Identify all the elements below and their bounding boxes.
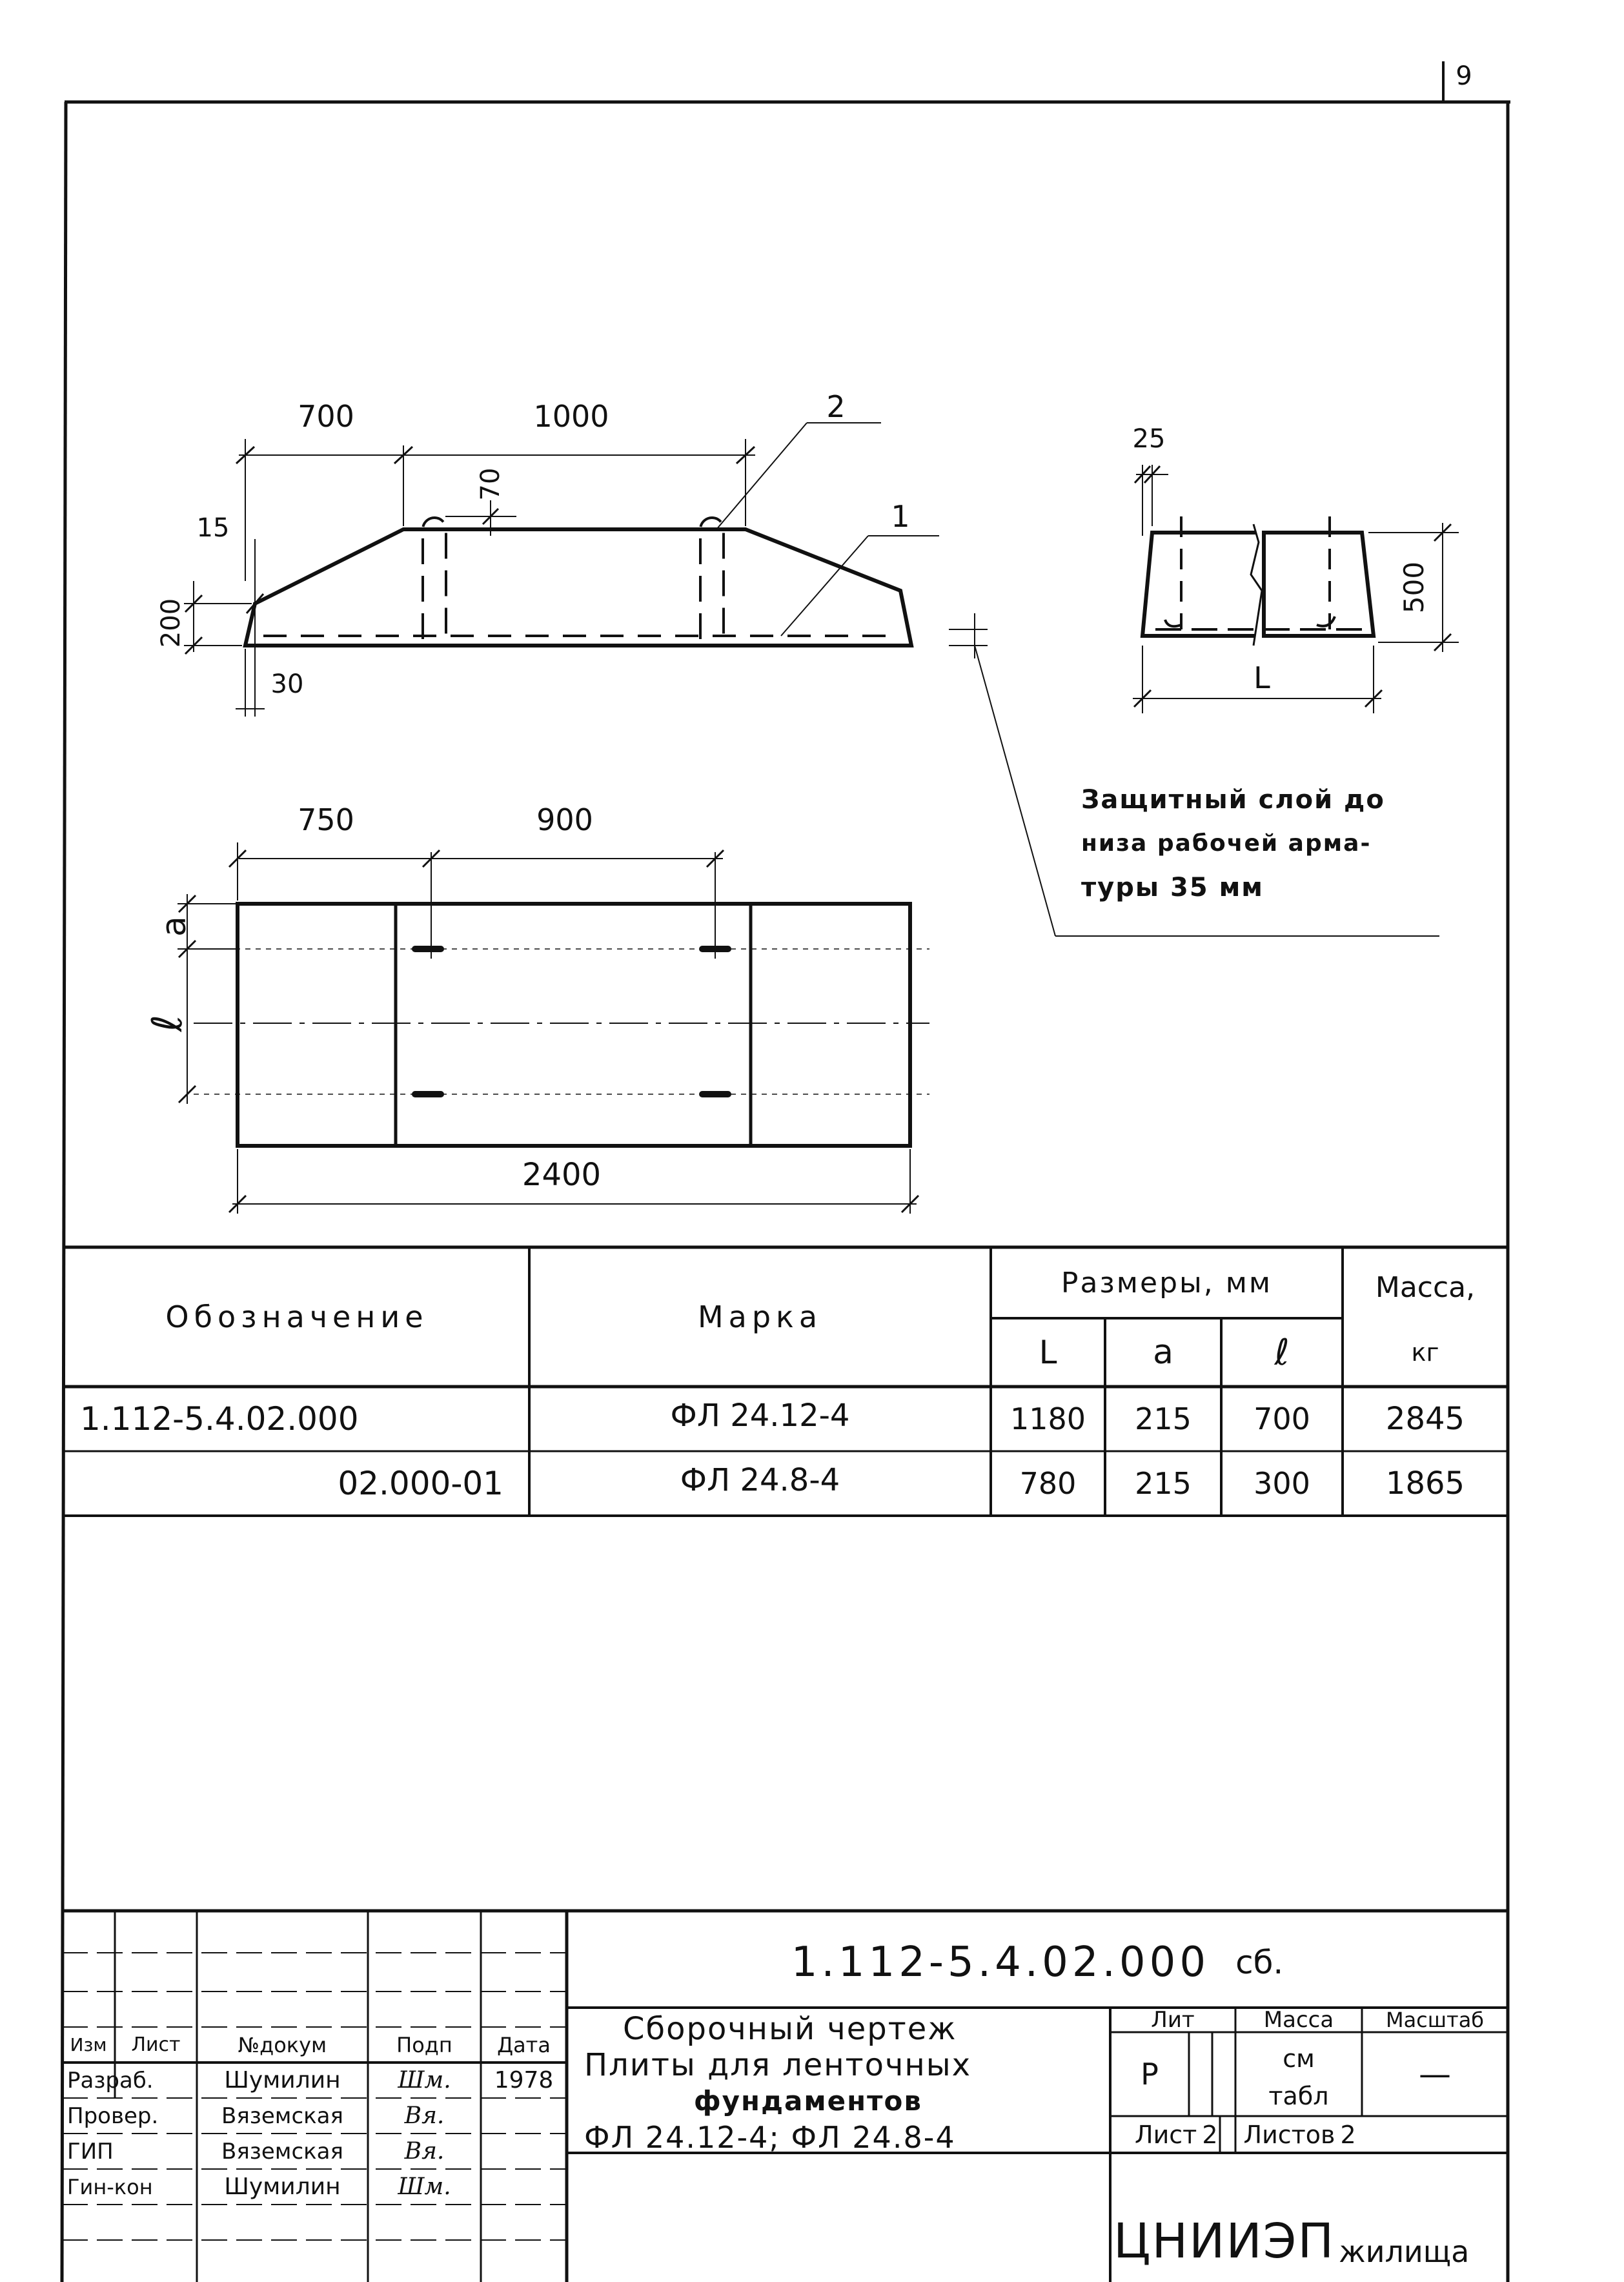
mass-value bbox=[1235, 2040, 1362, 2115]
lit-value: Р bbox=[1141, 2057, 1159, 2092]
dim-a: a bbox=[155, 916, 194, 937]
title-line-3: фундаментов bbox=[694, 2085, 922, 2117]
header-a: a bbox=[1153, 1333, 1173, 1372]
sheets-value: 2 bbox=[1340, 2120, 1356, 2149]
role-norm-control: Гин-кон bbox=[67, 2174, 153, 2199]
header-designation: Обозначение bbox=[165, 1299, 429, 1334]
section-right-half bbox=[1264, 533, 1374, 636]
dim-500: 500 bbox=[1397, 561, 1430, 614]
dim-200: 200 bbox=[156, 598, 186, 648]
signature-norm-control: Шм. bbox=[398, 2174, 451, 2200]
callout-2: 2 bbox=[826, 389, 846, 424]
frame-left bbox=[62, 102, 66, 2282]
sheet-value: 2 bbox=[1202, 2120, 1218, 2149]
row-2-l: 300 bbox=[1254, 1466, 1310, 1501]
sheet-info bbox=[1110, 2116, 1508, 2153]
signature-developer: Шм. bbox=[398, 2067, 451, 2094]
section-left-half bbox=[1142, 533, 1257, 636]
lifting-loop-right bbox=[700, 518, 724, 639]
row-1-l: 700 bbox=[1254, 1401, 1310, 1436]
col-date: Дата bbox=[497, 2032, 551, 2057]
title-line-1: Сборочный чертеж bbox=[623, 2011, 957, 2047]
organization bbox=[1113, 2163, 1508, 2282]
row-1-L: 1180 bbox=[1010, 1401, 1086, 1436]
header-sizes: Размеры, мм bbox=[1061, 1266, 1273, 1299]
callout-1: 1 bbox=[891, 499, 910, 534]
name-norm-control: Шумилин bbox=[224, 2174, 341, 2200]
mass-value-2: табл bbox=[1268, 2082, 1329, 2110]
role-checker: Провер. bbox=[67, 2103, 159, 2129]
dim-1000: 1000 bbox=[533, 399, 609, 434]
doc-suffix: сб. bbox=[1235, 1944, 1284, 1981]
title-line-4: ФЛ 24.12-4; ФЛ 24.8-4 bbox=[584, 2120, 956, 2155]
signature-gip: Вя. bbox=[404, 2138, 445, 2165]
row-1-mass: 2845 bbox=[1385, 1401, 1465, 1437]
role-developer: Разраб. bbox=[67, 2067, 154, 2094]
dim-2400: 2400 bbox=[522, 1157, 602, 1193]
sheet-label: Лист bbox=[1135, 2120, 1197, 2149]
signature-checker: Вя. bbox=[404, 2103, 445, 2129]
sheets-label: Листов bbox=[1243, 2120, 1335, 2149]
name-developer: Шумилин bbox=[224, 2067, 341, 2094]
doc-code: 1.112-5.4.02.000 bbox=[791, 1939, 1210, 1986]
dim-15: 15 bbox=[196, 513, 230, 543]
row-1-designation: 1.112-5.4.02.000 bbox=[80, 1400, 359, 1438]
header-mark: Марка bbox=[697, 1299, 823, 1334]
dim-30: 30 bbox=[270, 669, 304, 699]
mass-label: Масса bbox=[1263, 2007, 1334, 2033]
row-2-mark: ФЛ 24.8-4 bbox=[680, 1462, 840, 1498]
date-developer: 1978 bbox=[494, 2067, 554, 2094]
slab-outline bbox=[245, 529, 911, 646]
row-2-L: 780 bbox=[1019, 1466, 1077, 1501]
header-mass bbox=[1343, 1256, 1508, 1385]
dim-750: 750 bbox=[298, 802, 354, 837]
row-2-designation: 02.000-01 bbox=[338, 1465, 503, 1502]
org-sub: жилища bbox=[1339, 2234, 1470, 2269]
row-1-mark: ФЛ 24.12-4 bbox=[670, 1398, 850, 1434]
header-L: L bbox=[1039, 1334, 1057, 1371]
note-line: Защитный слой до bbox=[1081, 785, 1385, 815]
dim-l: ℓ bbox=[144, 1014, 192, 1032]
scale-label: Масштаб bbox=[1385, 2008, 1485, 2032]
org-main: ЦНИИЭП bbox=[1113, 2214, 1335, 2269]
plan-outline bbox=[238, 904, 910, 1146]
scale-value: — bbox=[1419, 2055, 1451, 2093]
dim-70: 70 bbox=[476, 467, 505, 501]
col-sign: Подп bbox=[396, 2032, 452, 2057]
doc-code-line bbox=[567, 1927, 1508, 1998]
note-line: низа рабочей арма- bbox=[1081, 830, 1372, 857]
row-2-mass: 1865 bbox=[1385, 1465, 1465, 1502]
name-gip: Вяземская bbox=[221, 2138, 343, 2165]
row-1-a: 215 bbox=[1135, 1401, 1192, 1436]
header-mass-line1: Масса, bbox=[1375, 1271, 1476, 1304]
note-line: туры 35 мм bbox=[1081, 873, 1264, 902]
title-line-2: Плиты для ленточных bbox=[584, 2047, 972, 2083]
dim-L: L bbox=[1254, 660, 1270, 695]
lit-label: Лит bbox=[1151, 2007, 1195, 2033]
dim-900: 900 bbox=[536, 802, 593, 837]
header-l: ℓ bbox=[1274, 1331, 1290, 1374]
name-checker: Вяземская bbox=[221, 2103, 343, 2129]
protective-layer-note bbox=[1081, 778, 1468, 910]
col-doc: №докум bbox=[238, 2032, 327, 2057]
row-2-a: 215 bbox=[1135, 1466, 1192, 1501]
dim-700: 700 bbox=[298, 399, 354, 434]
col-list: Лист bbox=[131, 2033, 181, 2056]
col-izm: Изм bbox=[70, 2034, 107, 2055]
role-gip: ГИП bbox=[67, 2138, 114, 2165]
drawing-title bbox=[584, 2011, 1107, 2155]
dim-25: 25 bbox=[1132, 424, 1166, 454]
mass-value-1: см bbox=[1283, 2044, 1315, 2073]
lifting-loop-left bbox=[423, 518, 446, 639]
sheet-number: 9 bbox=[1456, 61, 1472, 91]
header-mass-line2: кг bbox=[1411, 1338, 1439, 1367]
